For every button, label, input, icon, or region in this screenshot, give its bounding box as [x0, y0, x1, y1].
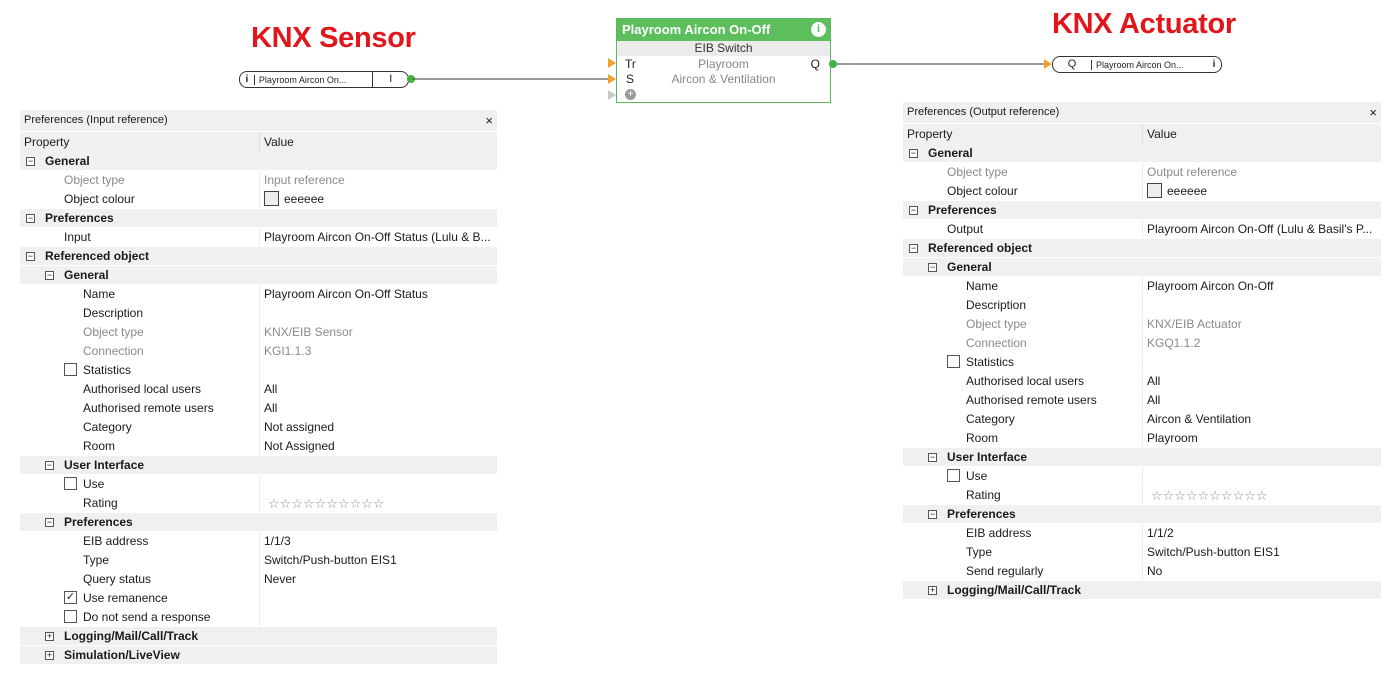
output-connector-dot[interactable] — [829, 60, 837, 68]
property-name-cell — [903, 334, 1143, 352]
property-label: Name — [83, 287, 116, 301]
property-row[interactable] — [903, 182, 1381, 201]
property-row[interactable] — [20, 190, 497, 209]
property-value-cell[interactable] — [1143, 467, 1381, 485]
property-label: Object colour — [947, 184, 1018, 198]
property-label: Name — [966, 279, 999, 293]
property-label: User Interface — [947, 450, 1028, 464]
property-group-row[interactable] — [20, 209, 497, 228]
color-swatch[interactable] — [264, 191, 279, 206]
property-value-cell[interactable] — [260, 380, 497, 398]
property-value: eeeeee — [1167, 184, 1208, 198]
property-value-cell[interactable] — [1143, 429, 1381, 447]
property-name-cell — [20, 418, 260, 436]
panel-title-text: Preferences (Output reference) — [907, 106, 1060, 118]
property-value: Playroom Aircon On-Off Status (Lulu & B... — [264, 230, 491, 244]
property-group-row[interactable] — [20, 513, 497, 532]
collapse-icon[interactable]: − — [929, 452, 936, 462]
property-value: Playroom — [1147, 431, 1198, 445]
input-reference-name: Playroom Aircon On... — [254, 75, 373, 85]
property-value: All — [1147, 374, 1161, 388]
panel-title — [903, 102, 1381, 123]
property-row[interactable] — [20, 304, 497, 323]
property-name-cell — [903, 220, 1143, 238]
property-label: General — [928, 146, 973, 160]
property-value-cell — [260, 456, 497, 474]
color-swatch[interactable] — [1147, 183, 1162, 198]
property-row[interactable] — [20, 437, 497, 456]
property-row[interactable] — [20, 494, 497, 513]
input-arrow-add — [608, 90, 616, 100]
pin-q[interactable]: Q — [810, 57, 820, 71]
property-value-cell — [1143, 144, 1381, 162]
property-name-cell — [20, 171, 260, 189]
property-label: Object type — [966, 317, 1027, 331]
property-label: General — [45, 154, 90, 168]
checkbox[interactable]: ✓ — [65, 591, 76, 604]
block-room: Playroom — [698, 57, 749, 71]
property-label: General — [947, 260, 992, 274]
property-name-cell — [20, 209, 260, 227]
property-label: Rating — [966, 488, 1001, 502]
property-name-cell — [20, 285, 260, 303]
column-property[interactable]: Property — [20, 132, 260, 152]
close-icon[interactable]: × — [1369, 105, 1377, 120]
property-label: Query status — [83, 572, 152, 586]
property-row[interactable] — [20, 361, 497, 380]
column-value[interactable]: Value — [1147, 127, 1177, 141]
property-label: Statistics — [83, 363, 132, 377]
property-label: Room — [83, 439, 116, 453]
property-value: KNX/EIB Sensor — [264, 325, 353, 339]
property-value-cell[interactable] — [1143, 562, 1381, 580]
eib-switch-block[interactable] — [616, 18, 831, 103]
pin-s[interactable]: S — [626, 72, 635, 86]
property-group-row[interactable] — [903, 505, 1381, 524]
pin-tr[interactable]: Tr — [625, 57, 636, 71]
property-group-row[interactable] — [20, 247, 497, 266]
property-row[interactable] — [20, 342, 497, 361]
collapse-icon[interactable]: − — [910, 148, 917, 158]
property-row[interactable] — [20, 171, 497, 190]
property-value-cell — [1143, 448, 1381, 466]
collapse-icon[interactable]: − — [27, 156, 34, 166]
property-value-cell[interactable] — [1143, 334, 1381, 352]
property-value: Playroom Aircon On-Off — [1147, 279, 1274, 293]
property-label: Type — [83, 553, 110, 567]
checkbox[interactable] — [64, 610, 77, 623]
property-name-cell — [903, 201, 1143, 219]
property-label: Authorised remote users — [966, 393, 1097, 407]
input-reference-preferences-panel — [20, 110, 497, 668]
collapse-icon[interactable]: − — [910, 243, 917, 253]
property-value-cell[interactable] — [260, 190, 497, 208]
input-arrow-s — [608, 74, 616, 84]
block-title-text: Playroom Aircon On-Off — [622, 22, 771, 37]
input-arrow-tr — [608, 58, 616, 68]
property-value: KNX/EIB Actuator — [1147, 317, 1242, 331]
property-value: 1/1/3 — [264, 534, 291, 548]
property-row[interactable] — [903, 562, 1381, 581]
property-label: Do not send a response — [83, 610, 211, 624]
property-value-cell[interactable] — [260, 323, 497, 341]
column-property[interactable]: Property — [903, 124, 1143, 144]
property-label: EIB address — [966, 526, 1032, 540]
input-port: I — [372, 72, 408, 87]
property-row[interactable] — [903, 429, 1381, 448]
property-row[interactable] — [903, 296, 1381, 315]
property-name-cell — [903, 467, 1143, 485]
property-value-cell[interactable] — [1143, 391, 1381, 409]
property-row[interactable] — [903, 467, 1381, 486]
property-name-cell — [20, 513, 260, 531]
property-label: Authorised local users — [83, 382, 202, 396]
property-name-cell — [20, 494, 260, 512]
property-name-cell — [20, 247, 260, 265]
property-value: Aircon & Ventilation — [1147, 412, 1252, 426]
property-label: Statistics — [966, 355, 1015, 369]
property-value-cell[interactable] — [1143, 410, 1381, 428]
knx-sensor-label: KNX Sensor — [251, 22, 416, 54]
property-label: Authorised local users — [966, 374, 1085, 388]
info-icon[interactable]: i — [1212, 59, 1216, 70]
property-name-cell — [20, 304, 260, 322]
property-name-cell — [20, 342, 260, 360]
property-name-cell — [20, 589, 260, 607]
property-value: Switch/Push-button EIS1 — [264, 553, 397, 567]
property-row[interactable] — [20, 228, 497, 247]
property-row[interactable] — [903, 353, 1381, 372]
property-value-cell[interactable] — [260, 304, 497, 322]
property-name-cell — [20, 437, 260, 455]
property-value-cell[interactable] — [260, 418, 497, 436]
property-value: KGQ1.1.2 — [1147, 336, 1201, 350]
expand-icon[interactable]: + — [46, 650, 53, 660]
property-value: Not Assigned — [264, 439, 335, 453]
property-label: Object type — [947, 165, 1008, 179]
property-value: All — [264, 401, 278, 415]
rating-stars: ☆☆☆☆☆☆☆☆☆☆ — [268, 496, 385, 511]
property-group-row[interactable] — [903, 239, 1381, 258]
property-label: Object type — [83, 325, 144, 339]
property-label: Referenced object — [45, 249, 150, 263]
property-name-cell — [20, 361, 260, 379]
collapse-icon[interactable]: − — [27, 213, 34, 223]
property-name-cell — [903, 543, 1143, 561]
property-label: Object type — [64, 173, 125, 187]
property-value-cell[interactable] — [1143, 486, 1381, 504]
column-header — [20, 131, 497, 152]
property-group-row[interactable] — [20, 152, 497, 171]
property-value-cell[interactable] — [1143, 372, 1381, 390]
checkbox[interactable] — [64, 477, 77, 490]
property-label: Input — [64, 230, 91, 244]
property-label: Description — [966, 298, 1027, 312]
property-value-cell[interactable] — [260, 532, 497, 550]
property-value-cell — [260, 247, 497, 265]
property-value-cell — [260, 646, 497, 664]
property-group-row[interactable] — [20, 456, 497, 475]
property-name-cell — [20, 399, 260, 417]
property-value-cell[interactable] — [260, 342, 497, 360]
property-row[interactable] — [20, 551, 497, 570]
property-name-cell — [903, 258, 1143, 276]
property-value-cell[interactable] — [260, 570, 497, 588]
close-icon[interactable]: × — [485, 113, 493, 128]
block-title — [617, 19, 830, 41]
block-category: Aircon & Ventilation — [671, 72, 776, 86]
property-label: Category — [966, 412, 1015, 426]
output-port: Q — [1067, 58, 1077, 70]
knx-actuator-label: KNX Actuator — [1052, 8, 1236, 40]
property-label: Type — [966, 545, 993, 559]
property-name-cell — [20, 532, 260, 550]
property-value: Playroom Aircon On-Off (Lulu & Basil's P... — [1147, 222, 1373, 236]
property-value-cell[interactable] — [260, 171, 497, 189]
panel-title — [20, 110, 497, 131]
property-value-cell[interactable] — [1143, 182, 1381, 200]
property-row[interactable] — [903, 334, 1381, 353]
property-label: Connection — [966, 336, 1027, 350]
property-row[interactable] — [903, 486, 1381, 505]
property-name-cell — [20, 323, 260, 341]
property-label: Preferences — [947, 507, 1016, 521]
collapse-icon[interactable]: − — [46, 270, 53, 280]
property-row[interactable] — [903, 220, 1381, 239]
property-group-row[interactable] — [903, 581, 1381, 600]
property-value-cell[interactable] — [1143, 315, 1381, 333]
property-group-row[interactable] — [20, 646, 497, 665]
property-name-cell — [903, 163, 1143, 181]
property-label: Preferences — [928, 203, 997, 217]
property-label: Authorised remote users — [83, 401, 214, 415]
info-icon[interactable]: i — [245, 74, 249, 85]
property-value-cell[interactable] — [1143, 543, 1381, 561]
add-input-icon[interactable]: + — [625, 89, 636, 100]
property-value-cell[interactable] — [1143, 220, 1381, 238]
property-row[interactable] — [20, 589, 497, 608]
property-label: Simulation/LiveView — [64, 648, 180, 662]
property-value: Not assigned — [264, 420, 335, 434]
property-row[interactable] — [903, 543, 1381, 562]
property-value: All — [1147, 393, 1161, 407]
property-value-cell — [260, 627, 497, 645]
property-label: Rating — [83, 496, 118, 510]
property-name-cell — [20, 380, 260, 398]
property-value-cell — [1143, 505, 1381, 523]
property-row[interactable] — [20, 285, 497, 304]
property-label: Preferences — [45, 211, 114, 225]
property-value-cell[interactable] — [260, 475, 497, 493]
property-label: User Interface — [64, 458, 145, 472]
panel-title-text: Preferences (Input reference) — [24, 114, 168, 126]
info-icon[interactable]: i — [811, 22, 826, 37]
expand-icon[interactable]: + — [929, 585, 936, 595]
property-name-cell — [20, 608, 260, 626]
property-row[interactable] — [903, 524, 1381, 543]
property-label: Send regularly — [966, 564, 1044, 578]
property-name-cell — [903, 429, 1143, 447]
property-value: Switch/Push-button EIS1 — [1147, 545, 1280, 559]
property-name-cell — [20, 266, 260, 284]
property-name-cell — [20, 228, 260, 246]
property-row[interactable] — [20, 399, 497, 418]
output-reference-preferences-panel — [903, 102, 1381, 614]
property-value-cell[interactable] — [260, 361, 497, 379]
column-value[interactable]: Value — [264, 135, 294, 149]
collapse-icon[interactable]: − — [46, 460, 53, 470]
property-name-cell — [903, 391, 1143, 409]
property-name-cell — [20, 646, 260, 664]
property-value: 1/1/2 — [1147, 526, 1174, 540]
property-name-cell — [903, 524, 1143, 542]
property-value-cell[interactable] — [260, 608, 497, 626]
property-name-cell — [903, 486, 1143, 504]
property-row[interactable] — [20, 418, 497, 437]
property-value-cell[interactable] — [260, 437, 497, 455]
property-value-cell[interactable] — [1143, 353, 1381, 371]
property-name-cell — [903, 277, 1143, 295]
checkbox[interactable] — [947, 469, 960, 482]
property-row[interactable] — [20, 323, 497, 342]
property-label: Preferences — [64, 515, 133, 529]
property-value-cell — [1143, 258, 1381, 276]
property-row[interactable] — [20, 532, 497, 551]
property-group-row[interactable] — [903, 144, 1381, 163]
property-value: KGI1.1.3 — [264, 344, 312, 358]
property-group-row[interactable] — [903, 258, 1381, 277]
property-name-cell — [903, 315, 1143, 333]
property-group-row[interactable] — [903, 448, 1381, 467]
property-name-cell — [903, 182, 1143, 200]
property-name-cell — [903, 581, 1143, 599]
block-type: EIB Switch — [617, 41, 830, 56]
property-name-cell — [903, 448, 1143, 466]
property-value-cell — [260, 152, 497, 170]
property-label: EIB address — [83, 534, 149, 548]
property-value-cell — [1143, 201, 1381, 219]
property-name-cell — [903, 410, 1143, 428]
property-value-cell — [260, 266, 497, 284]
property-label: General — [64, 268, 109, 282]
property-name-cell — [20, 190, 260, 208]
property-value-cell[interactable] — [260, 285, 497, 303]
property-value-cell — [1143, 581, 1381, 599]
property-row[interactable] — [903, 315, 1381, 334]
property-name-cell — [903, 239, 1143, 257]
property-group-row[interactable] — [903, 201, 1381, 220]
property-name-cell — [903, 372, 1143, 390]
property-value-cell[interactable] — [1143, 277, 1381, 295]
collapse-icon[interactable]: − — [910, 205, 917, 215]
property-name-cell — [20, 627, 260, 645]
checkbox[interactable] — [64, 363, 77, 376]
property-label: Logging/Mail/Call/Track — [64, 629, 199, 643]
output-reference-name: Playroom Aircon On... — [1091, 60, 1207, 70]
property-label: Use remanence — [83, 591, 168, 605]
property-label: Use — [83, 477, 105, 491]
checkbox[interactable] — [947, 355, 960, 368]
collapse-icon[interactable]: − — [929, 509, 936, 519]
property-value-cell[interactable] — [260, 551, 497, 569]
property-value: All — [264, 382, 278, 396]
property-row[interactable] — [903, 372, 1381, 391]
collapse-icon[interactable]: − — [27, 251, 34, 261]
property-value: Never — [264, 572, 297, 586]
property-row[interactable] — [903, 410, 1381, 429]
property-row[interactable] — [903, 391, 1381, 410]
property-label: Description — [83, 306, 144, 320]
property-value: Input reference — [264, 173, 345, 187]
property-name-cell — [20, 551, 260, 569]
property-label: Connection — [83, 344, 144, 358]
property-label: Room — [966, 431, 999, 445]
property-label: Output — [947, 222, 984, 236]
property-name-cell — [903, 505, 1143, 523]
property-name-cell — [20, 152, 260, 170]
property-value-cell[interactable] — [260, 494, 497, 512]
property-value-cell[interactable] — [260, 589, 497, 607]
property-label: Category — [83, 420, 132, 434]
property-value-cell[interactable] — [1143, 296, 1381, 314]
rating-stars: ☆☆☆☆☆☆☆☆☆☆ — [1151, 488, 1268, 503]
property-value: eeeeee — [284, 192, 325, 206]
property-group-row[interactable] — [20, 266, 497, 285]
property-value-cell — [260, 513, 497, 531]
property-name-cell — [20, 456, 260, 474]
property-value-cell[interactable] — [260, 399, 497, 417]
property-row[interactable] — [903, 163, 1381, 182]
property-value: No — [1147, 564, 1163, 578]
input-arrow-q — [1044, 59, 1052, 69]
property-row[interactable] — [20, 380, 497, 399]
property-value: Playroom Aircon On-Off Status — [264, 287, 428, 301]
collapse-icon[interactable]: − — [46, 517, 53, 527]
column-header — [903, 123, 1381, 144]
property-value-cell — [260, 209, 497, 227]
property-row[interactable] — [20, 475, 497, 494]
collapse-icon[interactable]: − — [929, 262, 936, 272]
property-value-cell[interactable] — [1143, 524, 1381, 542]
property-name-cell — [903, 296, 1143, 314]
property-name-cell — [903, 353, 1143, 371]
expand-icon[interactable]: + — [46, 631, 53, 641]
property-value: Output reference — [1147, 165, 1238, 179]
property-row[interactable] — [20, 608, 497, 627]
property-value-cell[interactable] — [1143, 163, 1381, 181]
output-reference-node[interactable] — [1052, 56, 1222, 73]
property-name-cell — [20, 475, 260, 493]
property-name-cell — [903, 562, 1143, 580]
property-label: Object colour — [64, 192, 135, 206]
property-label: Use — [966, 469, 988, 483]
property-group-row[interactable] — [20, 627, 497, 646]
property-name-cell — [903, 144, 1143, 162]
property-name-cell — [20, 570, 260, 588]
property-row[interactable] — [20, 570, 497, 589]
property-value-cell[interactable] — [260, 228, 497, 246]
property-value-cell — [1143, 239, 1381, 257]
property-label: Logging/Mail/Call/Track — [947, 583, 1082, 597]
property-row[interactable] — [903, 277, 1381, 296]
property-label: Referenced object — [928, 241, 1033, 255]
